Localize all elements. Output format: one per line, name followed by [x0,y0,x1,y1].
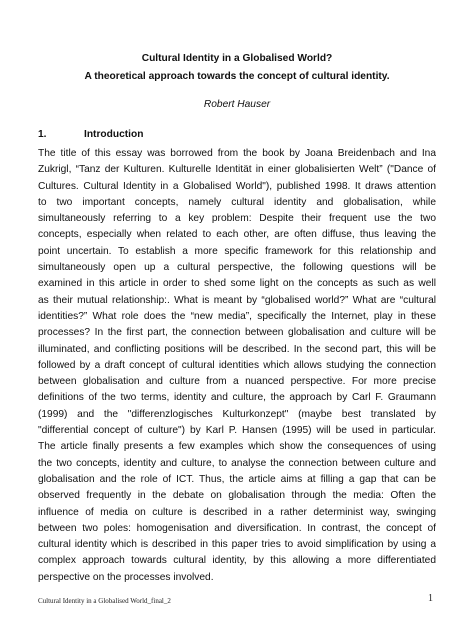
page-number: 1 [428,593,433,604]
text-line: complex approach towards cultural identity, by this allowing a more differentiated [38,555,436,567]
text-line: observed frequently in the debate on globalisation through the media: Often the [38,490,436,502]
text-line: the two concepts, identity and culture, to analyse the connection between culture and [38,457,436,469]
document-title: Cultural Identity in a Globalised World? [141,53,333,64]
text-line: perspective on the processes involved. [38,571,214,583]
body-paragraph [38,146,436,586]
section-title: Introduction [84,129,144,140]
text-line: definitions of the two terms, identity and culture, the approach by Carl F. Graumann [38,392,436,404]
text-line: to two important concepts, namely cultural identity and globalisation, while [38,196,436,208]
text-line: between globalisation and culture from a nuanced perspective. For more precise [38,376,436,388]
text-line: The title of this essay was borrowed from the book by Joana Breidenbach and Ina [38,148,436,159]
text-line: The article finally presents a few examples which show the consequences of using [38,441,436,453]
section-number: 1. [38,129,47,140]
text-line: processes? In the first part, the connection between globalisation and culture will be [38,327,436,339]
text-line: influence of media on culture is described in a rather determinist way, swinging [38,506,436,518]
text-line: point uncertain. To establish a more specific framework for this relationship and [38,245,436,257]
text-line: "differential concept of culture") by Karl P. Hansen (1995) will be used in particular. [38,425,436,437]
author-name: Robert Hauser [203,99,271,110]
text-line: Cultures. Cultural Identity in a Globalised World"), published 1998. It draws attention [38,180,436,192]
text-line: Zukrigl, “Tanz der Kulturen. Kulturelle Identität in einer globalisierten Welt” ("Dance of [38,164,436,176]
text-line: globalisation and the role of ICT. Thus, the article aims at filling a gap that can be [38,473,436,485]
text-line: concepts, especially when related to each other, are often diffuse, thus leaving the [38,229,436,241]
text-line: as their mutual relationship:. What is meant by “globalised world?” What are “cultural [38,294,436,306]
section-heading [38,128,143,142]
document-subtitle: A theoretical approach towards the concept of cultural identity. [84,71,390,82]
text-line: examined in this article in order to shed some light on the concepts as such as well [38,278,436,290]
text-line: followed by a draft concept of cultural identities which allows studying the connection [38,359,436,371]
text-line: illuminated, and conflicting positions will be described. In the second part, this will be [38,343,436,355]
text-line: (1999) and the "differenzlogisches Kulturkonzept" (maybe best translated by [38,408,436,420]
text-line: cultural identity which is described in this paper tries to avoid simplification by using a [38,539,436,551]
text-line: simultaneously open up a cultural perspective, the following questions will be [38,262,436,274]
text-line: identities?” What role does the “new media”, specifically the Internet, play in these [38,310,436,322]
text-line: between two poles: homogenisation and diversification. In contrast, the concept of [38,522,436,534]
page-footer: Cultural Identity in a Globalised World_final_2 [38,597,171,605]
text-line: simultaneously referring to a key problem: Despite their frequent use the two [38,213,436,225]
